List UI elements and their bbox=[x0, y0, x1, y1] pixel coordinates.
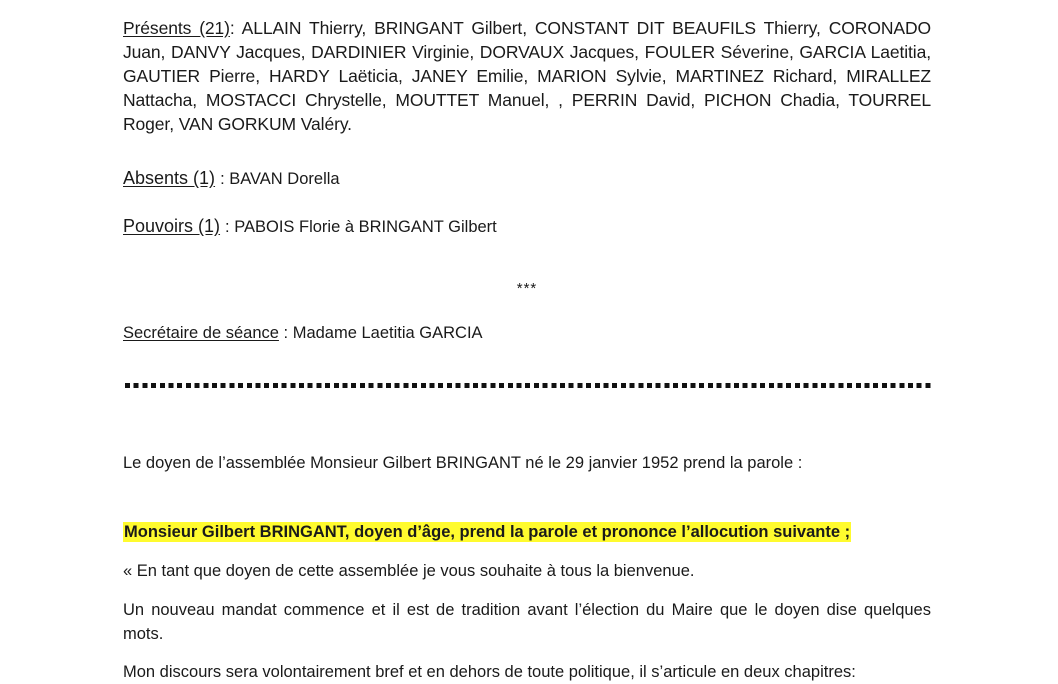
secretaire-name: : Madame Laetitia GARCIA bbox=[283, 324, 483, 342]
secretaire-label: Secrétaire de séance bbox=[123, 324, 279, 342]
pouvoirs-label: Pouvoirs (1) bbox=[123, 216, 221, 236]
separator-stars: *** bbox=[516, 280, 538, 297]
pouvoirs-list: : PABOIS Florie à BRINGANT Gilbert bbox=[225, 218, 497, 236]
highlighted-heading bbox=[123, 520, 931, 544]
secretaire-line bbox=[123, 321, 931, 345]
speech-paragraph-3: Mon discours sera volontairement bref et en dehors de toute politique, il s’articule en deux chapitres: bbox=[123, 663, 856, 681]
highlighted-text: Monsieur Gilbert BRINGANT, doyen d’âge, prend la parole et prononce l’allocution suivante ; bbox=[124, 523, 851, 541]
dashed-divider bbox=[125, 383, 931, 388]
speech-paragraph-2: Un nouveau mandat commence et il est de tradition avant l’élection du Maire que le doyen dise quelques mots. bbox=[123, 601, 931, 643]
presents-paragraph bbox=[123, 16, 931, 136]
presents-label: Présents (21) bbox=[123, 18, 230, 38]
absents-list: : BAVAN Dorella bbox=[220, 170, 340, 188]
speech-paragraph-1: « En tant que doyen de cette assemblée je vous souhaite à tous la bienvenue. bbox=[123, 562, 695, 580]
absents-line bbox=[123, 166, 931, 191]
doyen-intro: Le doyen de l’assemblée Monsieur Gilbert BRINGANT né le 29 janvier 1952 prend la parole : bbox=[123, 454, 803, 472]
presents-list: : ALLAIN Thierry, BRINGANT Gilbert, CONSTANT DIT BEAUFILS Thierry, CORONADO Juan, DANVY Jacques, DARDINIER Virginie, DORVAUX Jacques, FOULER Séverine, GARCIA Laetitia, GAUTIER Pierre, HARDY Laëticia, JANEY Emilie, MARION Sylvie, MARTINEZ Richard, MIRALLEZ Nattacha, MOSTACCI Chrystelle, MOUTTET Manuel, , PERRIN David, PICHON Chadia, TOURREL Roger, VAN GORKUM Valéry. bbox=[123, 18, 931, 134]
absents-label: Absents (1) bbox=[123, 168, 216, 188]
pouvoirs-line bbox=[123, 214, 931, 239]
